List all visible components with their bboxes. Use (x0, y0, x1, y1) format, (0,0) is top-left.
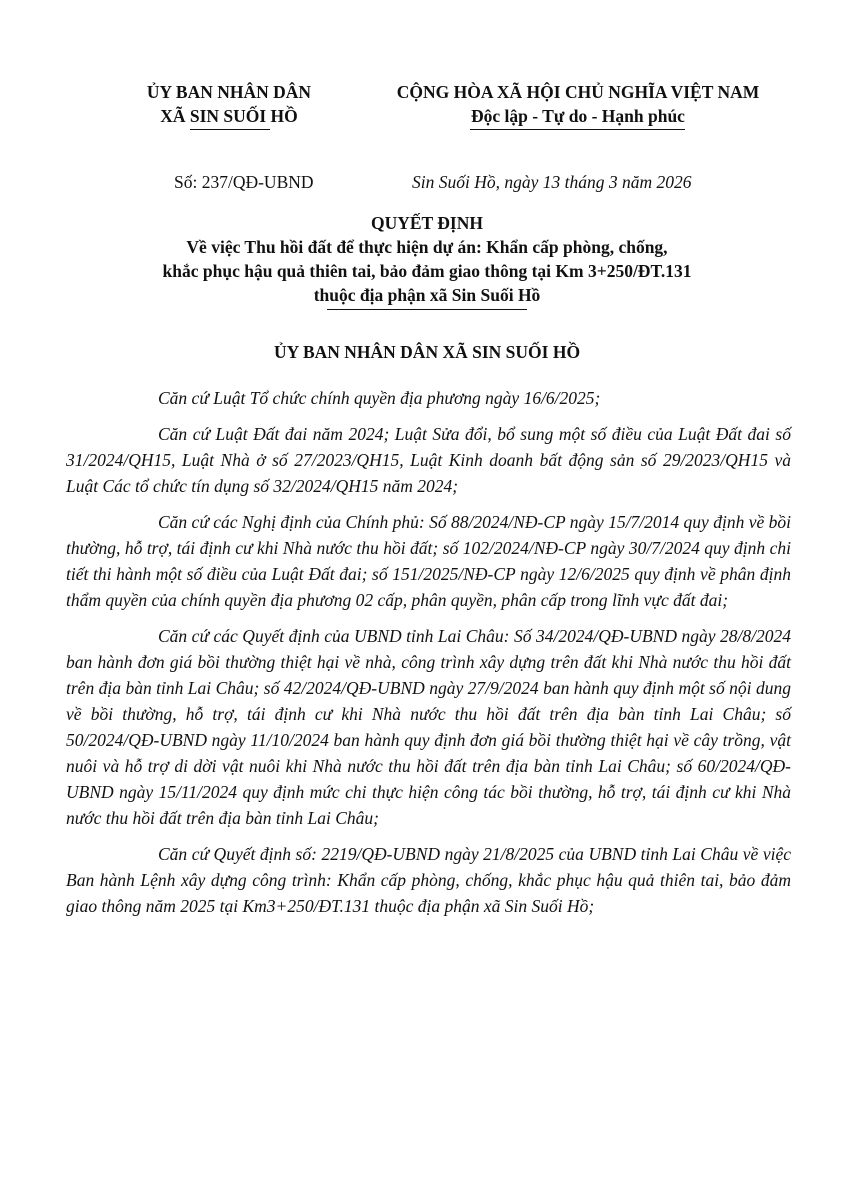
legal-basis-paragraph: Căn cứ các Quyết định của UBND tỉnh Lai Châu: Số 34/2024/QĐ-UBND ngày 28/8/2024 ban hành đơn giá bồi thường thiệt hại về nhà, công trình xây dựng trên đất khi Nhà nước thu hồi đất trên địa bàn tỉnh Lai Châu; số 42/2024/QĐ-UBND ngày 27/9/2024 ban hành quy định một số nội dung về bồi thường, hỗ trợ, tái định cư khi Nhà nước thu hồi đất trên địa bàn tỉnh Lai Châu; số 50/2024/QĐ-UBND ngày 11/10/2024 ban hành quy định đơn giá bồi thường thiệt hại về cây trồng, vật nuôi và hỗ trợ di dời vật nuôi khi Nhà nước thu hồi đất trên địa bàn tỉnh Lai Châu; số 60/2024/QĐ-UBND ngày 15/11/2024 quy định mức chi thực hiện công tác bồi thường, hỗ trợ, tái định cư khi Nhà nước thu hồi đất trên địa bàn tỉnh Lai Châu; (66, 626, 791, 828)
issuing-agency (112, 80, 346, 128)
decision-subject-line-3: thuộc địa phận xã Sin Suối Hồ (313, 285, 541, 305)
legal-basis-paragraph: Căn cứ Luật Tổ chức chính quyền địa phương ngày 16/6/2025; (158, 388, 601, 408)
motto-underline (470, 129, 685, 130)
legal-basis (66, 385, 791, 929)
legal-basis-paragraph: Căn cứ Quyết định số: 2219/QĐ-UBND ngày 21/8/2025 của UBND tỉnh Lai Châu về việc Ban hành Lệnh xây dựng công trình: Khẩn cấp phòng, chống, khắc phục hậu quả thiên tai, bảo đảm giao thông năm 2025 tại Km3+250/ĐT.131 thuộc địa phận xã Sin Suối Hồ; (66, 844, 791, 916)
issuing-authority: ỦY BAN NHÂN DÂN XÃ SIN SUỐI HỒ (273, 342, 581, 362)
document-number: Số: 237/QĐ-UBND (174, 172, 314, 192)
agency-commune: XÃ SIN SUỐI HỒ (160, 106, 298, 126)
decision-title (60, 211, 794, 310)
nation-name: CỘNG HÒA XÃ HỘI CHỦ NGHĨA VIỆT NAM (396, 82, 760, 102)
title-underline (327, 309, 527, 310)
place-and-date: Sin Suối Hồ, ngày 13 tháng 3 năm 2026 (412, 172, 692, 192)
legal-basis-paragraph: Căn cứ các Nghị định của Chính phủ: Số 88/2024/NĐ-CP ngày 15/7/2014 quy định về bồi thường, hỗ trợ, tái định cư khi Nhà nước thu hồi đất; số 102/2024/NĐ-CP ngày 30/7/2024 quy định chi tiết thi hành một số điều của Luật Đất đai; số 151/2025/NĐ-CP ngày 12/6/2025 quy định về phân định thẩm quyền của chính quyền địa phương 02 cấp, phân quyền, phân cấp trong lĩnh vực đất đai; (66, 512, 791, 610)
decision-subject-line-1: Về việc Thu hồi đất để thực hiện dự án: Khẩn cấp phòng, chống, (186, 237, 668, 257)
decision-subject-line-2: khắc phục hậu quả thiên tai, bảo đảm giao thông tại Km 3+250/ĐT.131 (162, 261, 692, 281)
national-heading (366, 80, 790, 128)
national-motto: Độc lập - Tự do - Hạnh phúc (471, 106, 685, 126)
legal-basis-paragraph: Căn cứ Luật Đất đai năm 2024; Luật Sửa đổi, bổ sung một số điều của Luật Đất đai số 31/2024/QH15, Luật Nhà ở số 27/2023/QH15, Luật Kinh doanh bất động sản số 29/2023/QH15 và Luật Các tổ chức tín dụng số 32/2024/QH15 năm 2024; (66, 424, 791, 496)
agency-name: ỦY BAN NHÂN DÂN (146, 82, 312, 102)
decision-heading: QUYẾT ĐỊNH (371, 213, 483, 233)
agency-underline (190, 129, 270, 130)
document-header (0, 80, 854, 140)
